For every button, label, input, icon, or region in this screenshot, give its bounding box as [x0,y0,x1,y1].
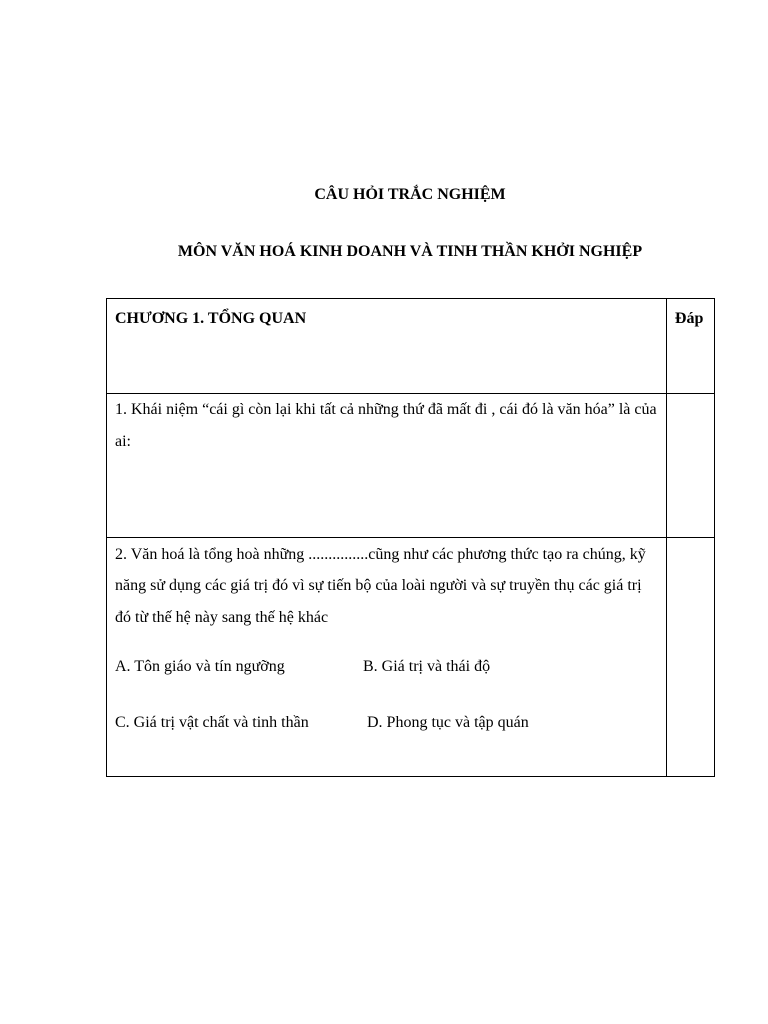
answer-cell [666,537,714,776]
question-text: 2. Văn hoá là tổng hoà những ...............cũng như các phương thức tạo ra chúng, kỹ năng sử dụng các giá trị đó vì sự tiến bộ của loài người và sự truyền thụ các giá trị đó từ thế hệ này sang thế hệ khác [115,545,646,626]
option-row [115,711,658,767]
question-row [107,537,715,776]
answer-cell [666,394,714,538]
chapter-header-cell [107,299,667,394]
document-subtitle: MÔN VĂN HOÁ KINH DOANH VÀ TINH THẦN KHỞI NGHIỆP [177,243,643,260]
answer-header-cell [666,299,714,394]
answer-header: Đáp [674,310,704,327]
option-b: B. Giá trị và thái độ [363,658,491,676]
document-title: CÂU HỎI TRẮC NGHIỆM [314,186,506,203]
option-d: D. Phong tục và tập quán [367,714,529,732]
question-cell [107,394,667,538]
option-c: C. Giá trị vật chất và tinh thần [115,714,309,732]
table-header-row [107,299,715,394]
chapter-header: CHƯƠNG 1. TỔNG QUAN [115,310,307,327]
option-a: A. Tôn giáo và tín ngưỡng [115,658,285,676]
option-list [115,655,658,767]
quiz-table [106,298,715,777]
question-text: 1. Khái niệm “cái gì còn lại khi tất cả những thứ đã mất đi , cái đó là văn hóa” là của ai: [115,401,657,450]
question-row [107,394,715,538]
option-row [115,655,658,711]
question-cell [107,537,667,776]
